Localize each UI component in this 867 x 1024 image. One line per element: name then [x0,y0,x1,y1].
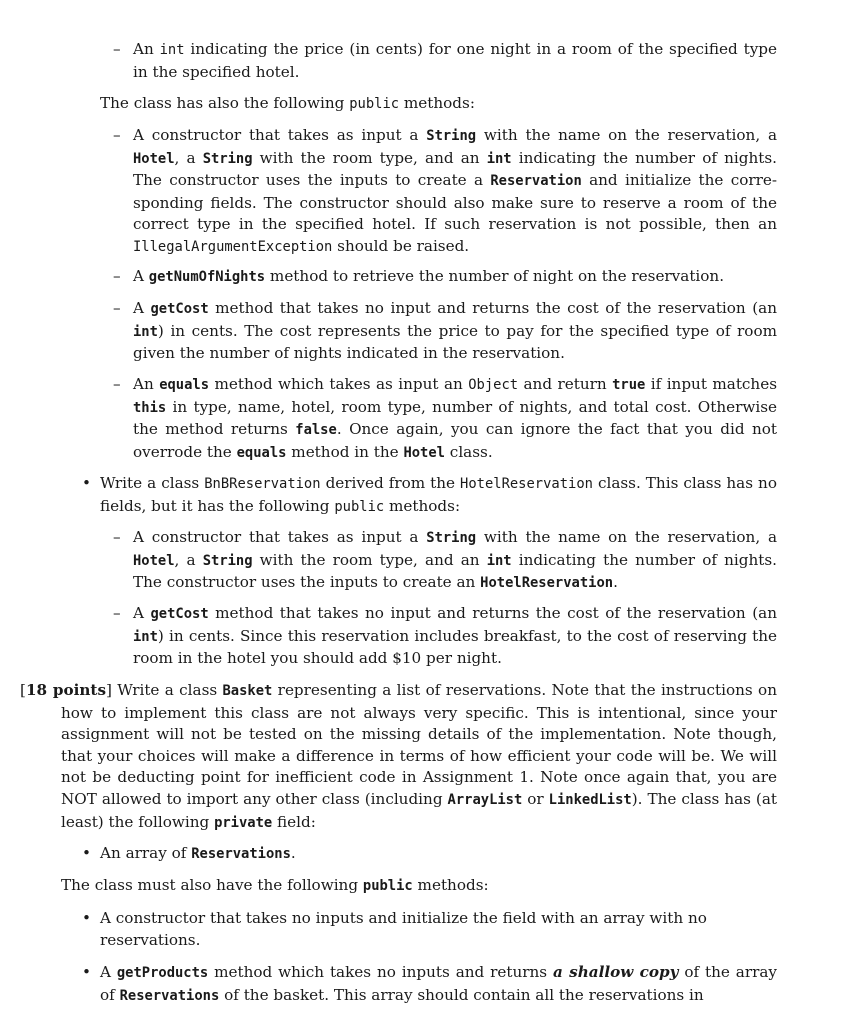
bnb-constructor-item: – A constructor that takes as input a String with the name on the reservation, a Hotel, a String with the room type, and an int indicating the number of nights. The constructor uses the inputs to create an HotelReservation. [113,528,778,592]
shallow-copy-emphasis: a shallow copy [552,963,679,981]
methods-intro: The class has also the following public methods: [100,94,475,112]
dash-marker: – [113,604,121,622]
getnumofnights-item: – A getNumOfNights method to retrieve the number of night on the reservation. [113,266,777,289]
dash-marker: – [113,299,121,317]
dash-marker: – [113,40,121,58]
getcost-item: – A getCost method that takes no input and returns the cost of the reservation (an int) in cents. The cost represents the price to pay for the specified type of room given the number of nights indicated in the reservation. [113,299,777,363]
bnb-getcost-item: – A getCost method that takes no input and returns the cost of the reservation (an int) in cents. Since this reservation includes breakfast, to the cost of reserving the room in the hotel you should add $10 per night. [113,604,777,668]
getproducts-item: • A getProducts method which takes no inputs and returns a shallow copy of the array of Reservations of the basket. This array should contain all the reservations in [82,963,778,1004]
bullet-marker: • [82,909,91,927]
equals-item: – An equals method which takes as input an Object and return true if input matches this in type, name, hotel, room type, number of nights, and total cost. Otherwise the method returns false. Once again, you can ignore the fact that you did not overrode the equals method in the Hotel class. [113,375,778,461]
bnb-class-item: • Write a class BnBReservation derived from the HotelReservation class. This class has no fields, but it has the following public methods: [82,474,777,515]
dash-marker: – [113,267,121,285]
bullet-marker: • [82,844,91,862]
bullet-marker: • [82,963,91,981]
field-price-item: – An int indicating the price (in cents) for one night in a room of the specified type in the specified hotel. [113,40,777,81]
bullet-marker: • [82,474,91,492]
dash-marker: – [113,528,121,546]
basket-task-paragraph: [18 points] Write a class Basket representing a list of reservations. Note that the instructions on how to implement this class are not always very specific. This is intentional, since your assignment will not be tested on the missing details of the implementation. Note though, that your choices will make a difference in terms of how efficient your code will be. We will not be deducting point for inefficient code in Assignment 1. Note once again that, you are NOT allowed to import any other class (including ArrayList or LinkedList). The class has (at least) the following private field: [20,681,778,831]
basket-methods-intro: The class must also have the following public methods: [61,876,489,894]
basket-constructor-item: • A constructor that takes no inputs and initialize the field with an array with no reservations. [82,909,707,949]
points-label: 18 points [25,681,106,699]
basket-field-item: • An array of Reservations. [82,843,777,866]
dash-marker: – [113,126,121,144]
dash-marker: – [113,375,121,393]
constructor-item: – A constructor that takes as input a String with the name on the reservation, a Hotel, a String with the room type, and an int indicating the number of nights. The constructor uses the inputs to create a Reservation and initialize the corre-sponding fields. The constructor should also make sure to reserve a room of the correct type in the specified hotel. If such reservation is not possible, then an IllegalArgumentException should be raised. [113,126,778,255]
